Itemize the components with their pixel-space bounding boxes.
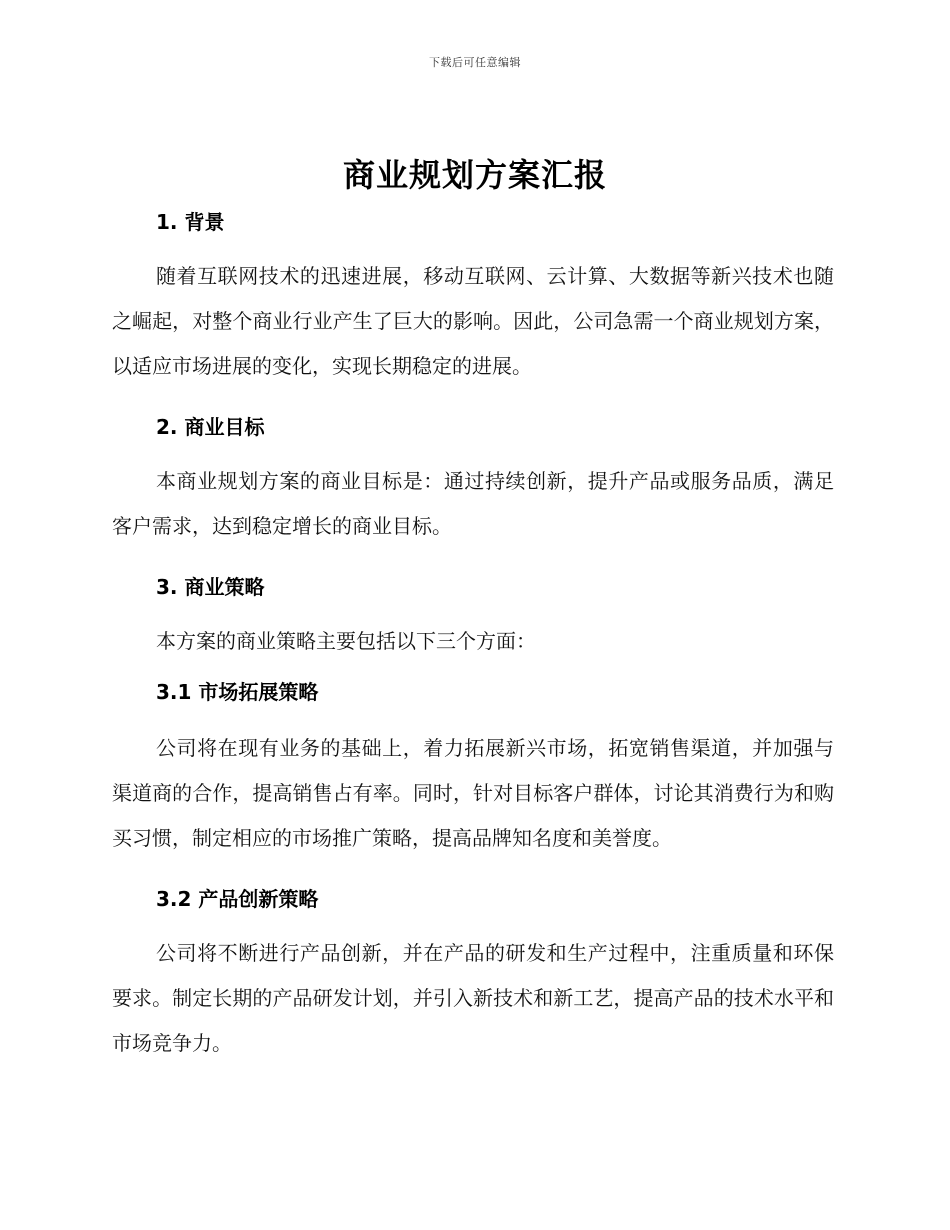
section-paragraph-background: 随着互联网技术的迅速进展，移动互联网、云计算、大数据等新兴技术也随之崛起，对整个商业行业产生了巨大的影响。因此，公司急需一个商业规划方案，以适应市场进展的变化，实现长期稳定的进展。	[112, 264, 834, 378]
section-heading-market-expansion: 3.1 市场拓展策略	[156, 680, 319, 704]
document-body	[112, 206, 834, 1066]
page-header-note: 下载后可任意编辑	[429, 56, 521, 69]
document-title: 商业规划方案汇报	[342, 156, 607, 194]
section-heading-product-innovation: 3.2 产品创新策略	[156, 887, 319, 911]
section-heading-background: 1. 背景	[156, 210, 225, 234]
section-paragraph-market-expansion: 公司将在现有业务的基础上，着力拓展新兴市场，拓宽销售渠道，并加强与渠道商的合作，提高销售占有率。同时，针对目标客户群体，讨论其消费行为和购买习惯，制定相应的市场推广策略，提高品牌知名度和美誉度。	[112, 736, 834, 850]
section-heading-business-strategy: 3. 商业策略	[156, 575, 265, 599]
section-paragraph-business-goal: 本商业规划方案的商业目标是：通过持续创新，提升产品或服务品质，满足客户需求，达到稳定增长的商业目标。	[112, 469, 834, 538]
section-paragraph-business-strategy: 本方案的商业策略主要包括以下三个方面：	[156, 629, 536, 653]
section-heading-business-goal: 2. 商业目标	[156, 415, 265, 439]
section-paragraph-product-innovation: 公司将不断进行产品创新，并在产品的研发和生产过程中，注重质量和环保要求。制定长期的产品研发计划，并引入新技术和新工艺，提高产品的技术水平和市场竞争力。	[112, 941, 834, 1055]
